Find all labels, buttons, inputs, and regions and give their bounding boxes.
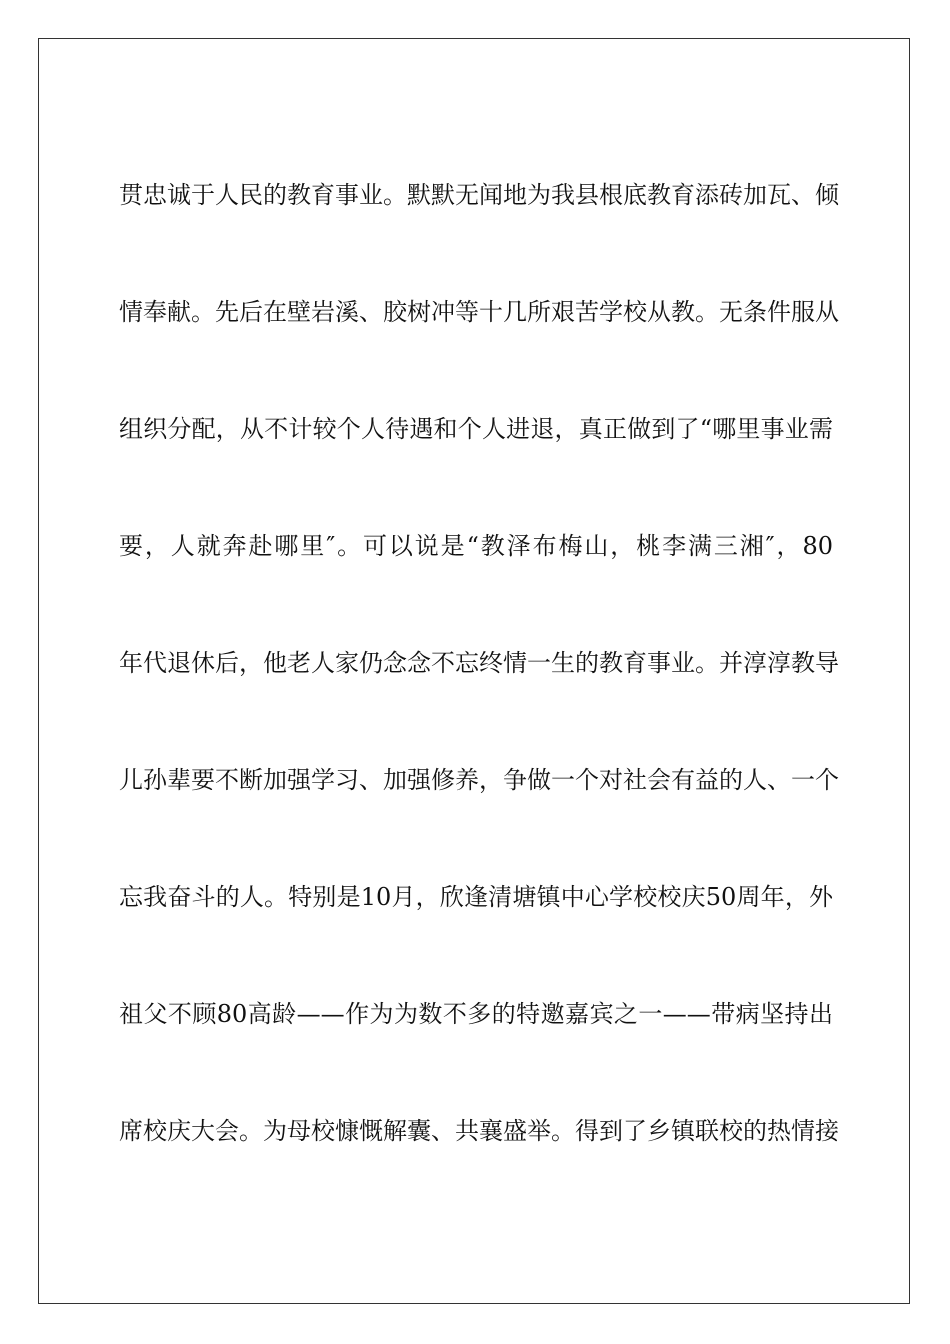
text-line-3: 组织分配，从不计较个人待遇和个人进退，真正做到了“哪里事业需 xyxy=(119,415,833,443)
page-frame xyxy=(38,38,910,1304)
text-line-8: 祖父不顾80高龄——作为为数不多的特邀嘉宾之一——带病坚持出 xyxy=(119,1000,833,1028)
text-line-7: 忘我奋斗的人。特别是10月，欣逢清塘镇中心学校校庆50周年，外 xyxy=(119,883,833,911)
text-line-6: 儿孙辈要不断加强学习、加强修养，争做一个对社会有益的人、一个 xyxy=(119,766,839,794)
text-line-4: 要，人就奔赴哪里″。可以说是“教泽布梅山，桃李满三湘″，80 xyxy=(119,532,833,560)
text-line-1: 贯忠诚于人民的教育事业。默默无闻地为我县根底教育添砖加瓦、倾 xyxy=(119,181,839,209)
text-line-5: 年代退休后，他老人家仍念念不忘终情一生的教育事业。并淳淳教导 xyxy=(119,649,839,677)
body-text xyxy=(119,137,839,1190)
text-line-9: 席校庆大会。为母校慷慨解囊、共襄盛举。得到了乡镇联校的热情接 xyxy=(119,1117,839,1145)
text-line-2: 情奉献。先后在壁岩溪、胶树冲等十几所艰苦学校从教。无条件服从 xyxy=(119,298,839,326)
